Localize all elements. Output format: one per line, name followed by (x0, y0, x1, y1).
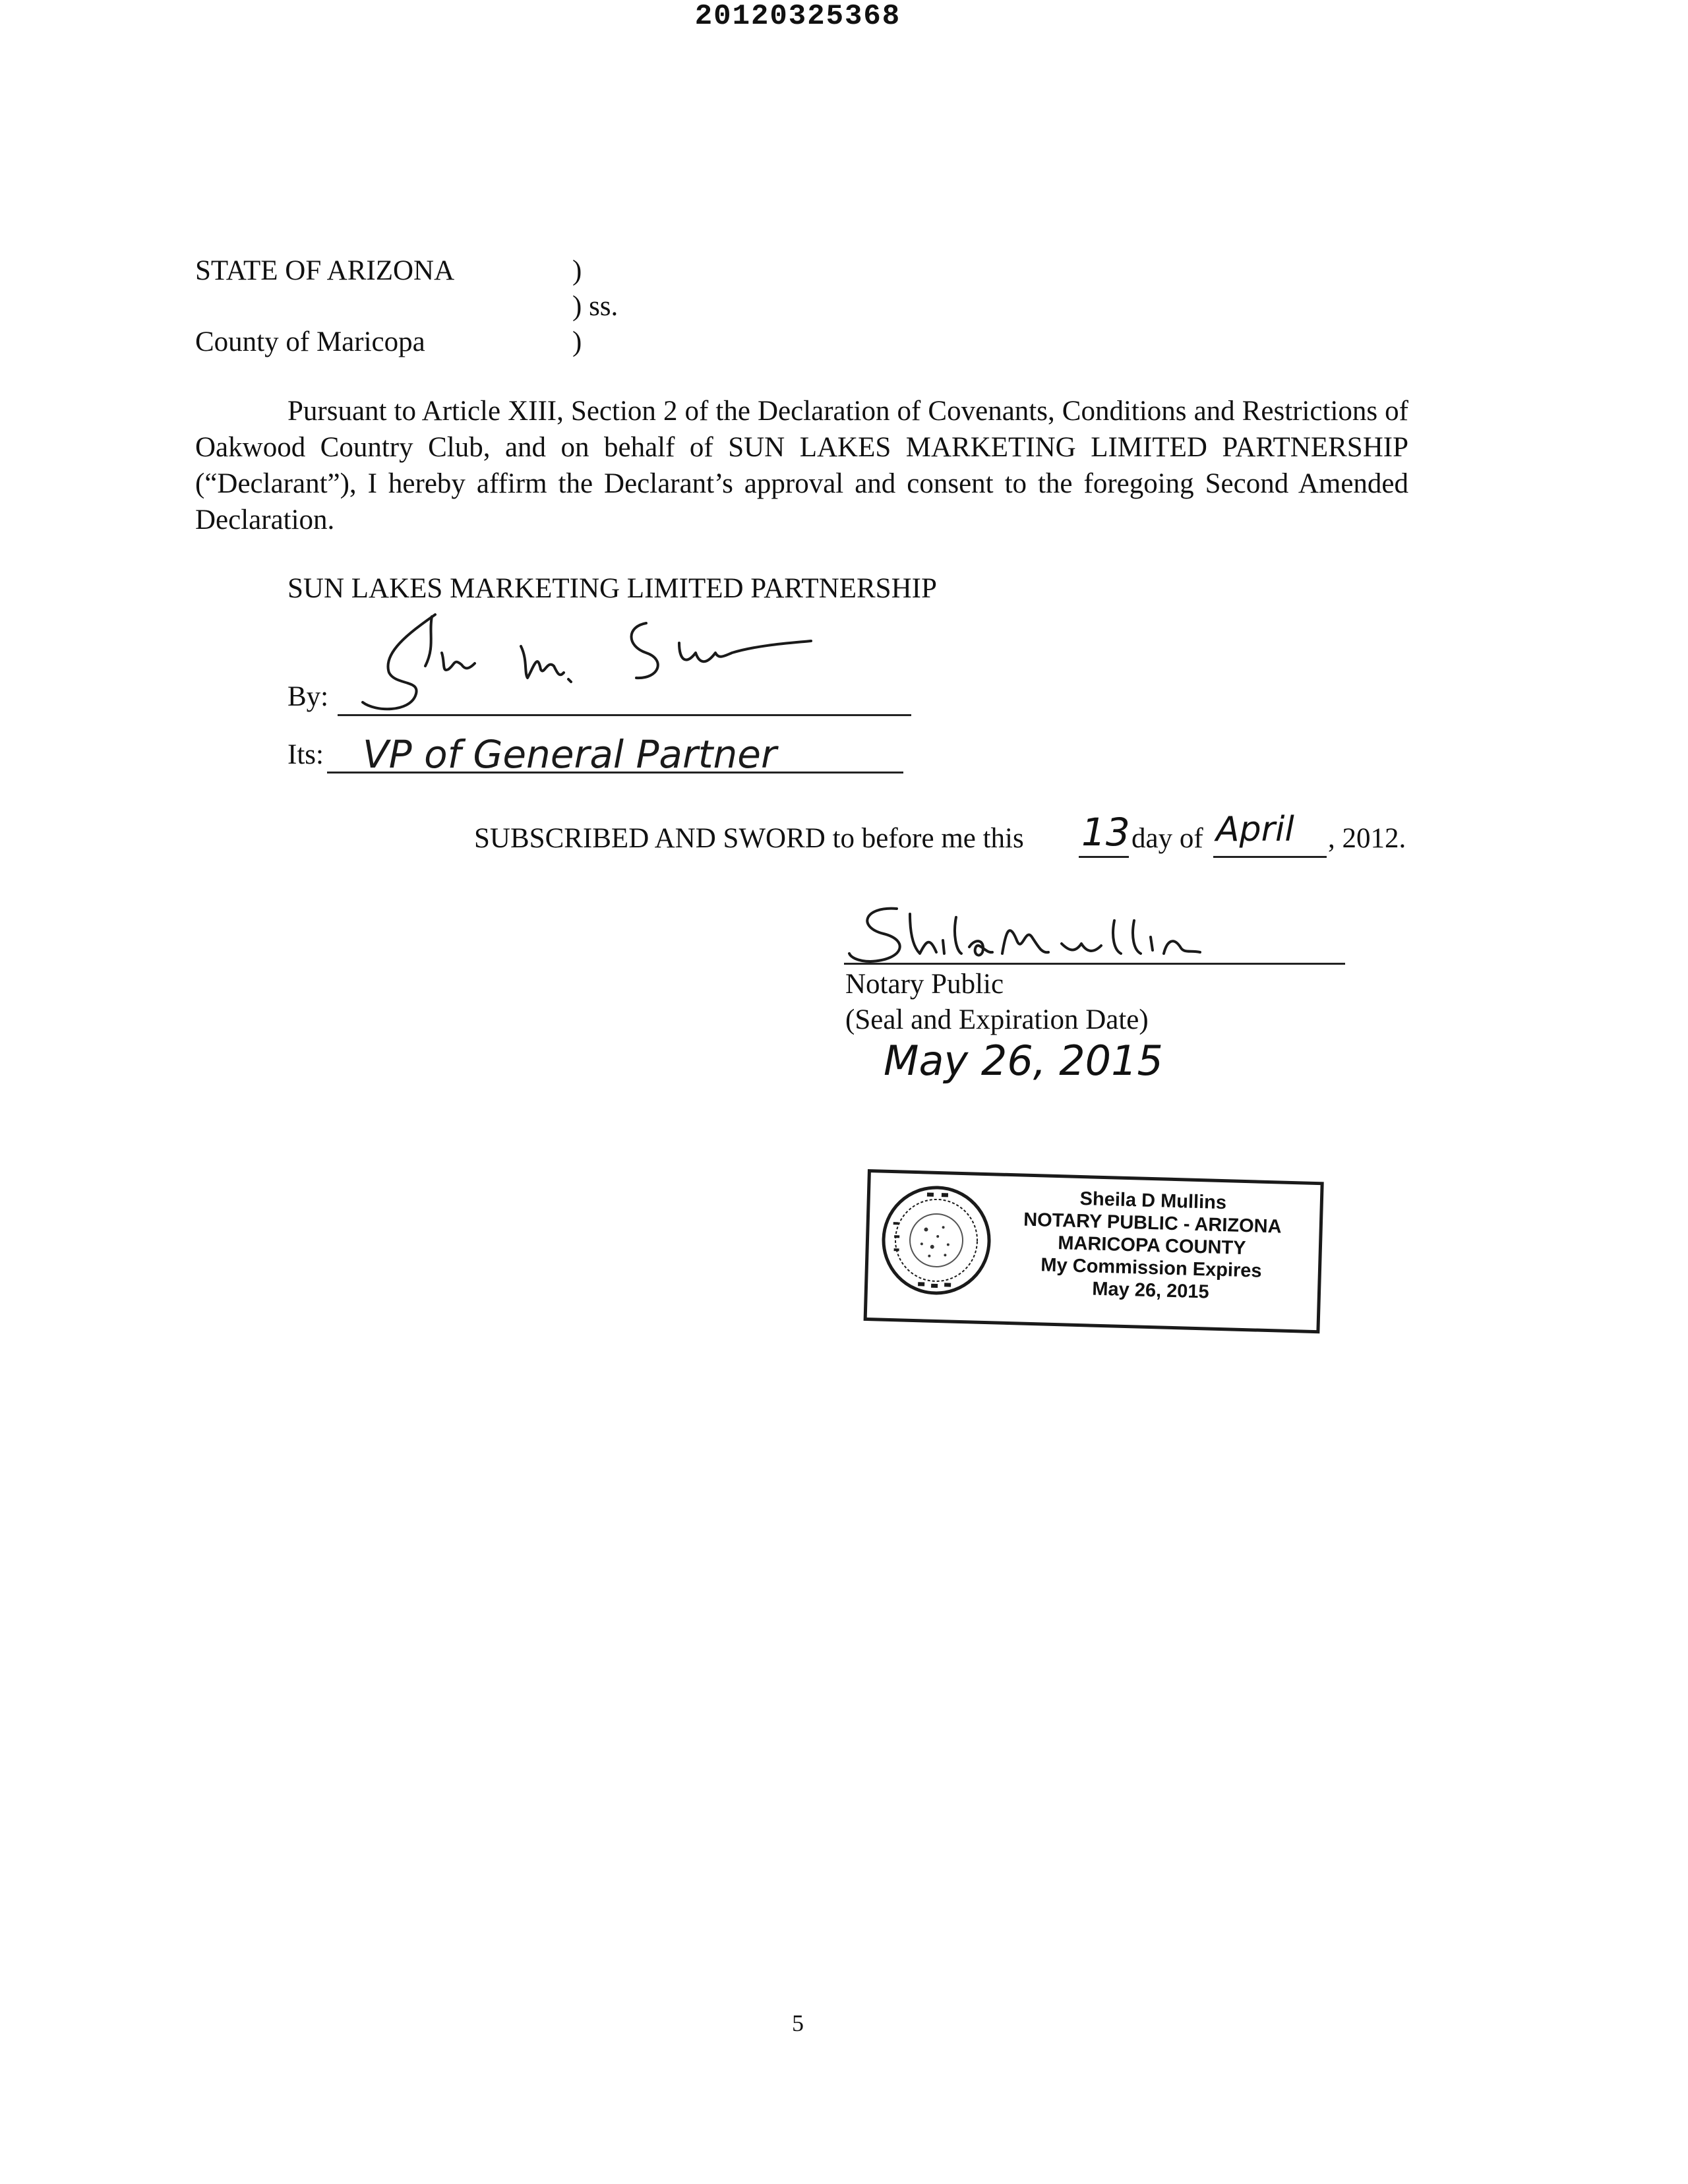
jurat-day-line (1079, 856, 1129, 858)
venue-paren-1: ) (572, 255, 582, 286)
page-number: 5 (792, 2010, 804, 2036)
consent-paragraph: Pursuant to Article XIII, Section 2 of the Declaration of Covenants, Conditions and Restrictions of Oakwood Country Club, and on behalf of SUN LAKES MARKETING LIMITED PARTNERSHIP (“Declarant”), I hereby affirm the Declarant’s approval and consent to the foregoing Second Amended Declaration. (195, 396, 1408, 535)
recording-number: 20120325368 (694, 0, 901, 33)
venue-paren-ss: ) ss. (572, 291, 618, 322)
jurat-day-handwritten: 13 (1081, 810, 1130, 855)
jurat-month-line (1213, 856, 1327, 858)
by-label: By: (287, 681, 329, 712)
venue-county: County of Maricopa (195, 326, 425, 357)
stamp-title: NOTARY PUBLIC - ARIZONA (1023, 1209, 1282, 1238)
stamp-expires: May 26, 2015 (1091, 1278, 1210, 1303)
jurat-text-before-day: SUBSCRIBED AND SWORD to before me this (474, 823, 1024, 854)
entity-name: SUN LAKES MARKETING LIMITED PARTNERSHIP (287, 573, 937, 604)
jurat-year: , 2012. (1328, 823, 1406, 854)
stamp-name: Sheila D Mullins (1079, 1188, 1227, 1214)
venue-paren-3: ) (572, 326, 582, 357)
notary-public-label: Notary Public (845, 969, 1004, 1000)
notary-stamp-text (993, 1185, 1311, 1306)
jurat-text-day-of: day of (1131, 823, 1203, 854)
its-label: Its: (287, 739, 324, 770)
venue-state: STATE OF ARIZONA (195, 255, 455, 286)
notary-expiration-handwritten: May 26, 2015 (884, 1037, 1163, 1085)
by-signature (336, 607, 824, 719)
notary-signature-line (844, 963, 1345, 965)
svg-text:VP of General Partner: VP of General Partner (363, 732, 777, 777)
notary-seal-note: (Seal and Expiration Date) (845, 1004, 1149, 1035)
its-handwritten-title (349, 724, 811, 777)
jurat-month-handwritten: April (1216, 810, 1294, 849)
notary-seal-icon (878, 1182, 995, 1299)
stamp-commission: My Commission Expires (1040, 1254, 1262, 1282)
stamp-county: MARICOPA COUNTY (1057, 1232, 1246, 1259)
notary-stamp (864, 1169, 1324, 1333)
